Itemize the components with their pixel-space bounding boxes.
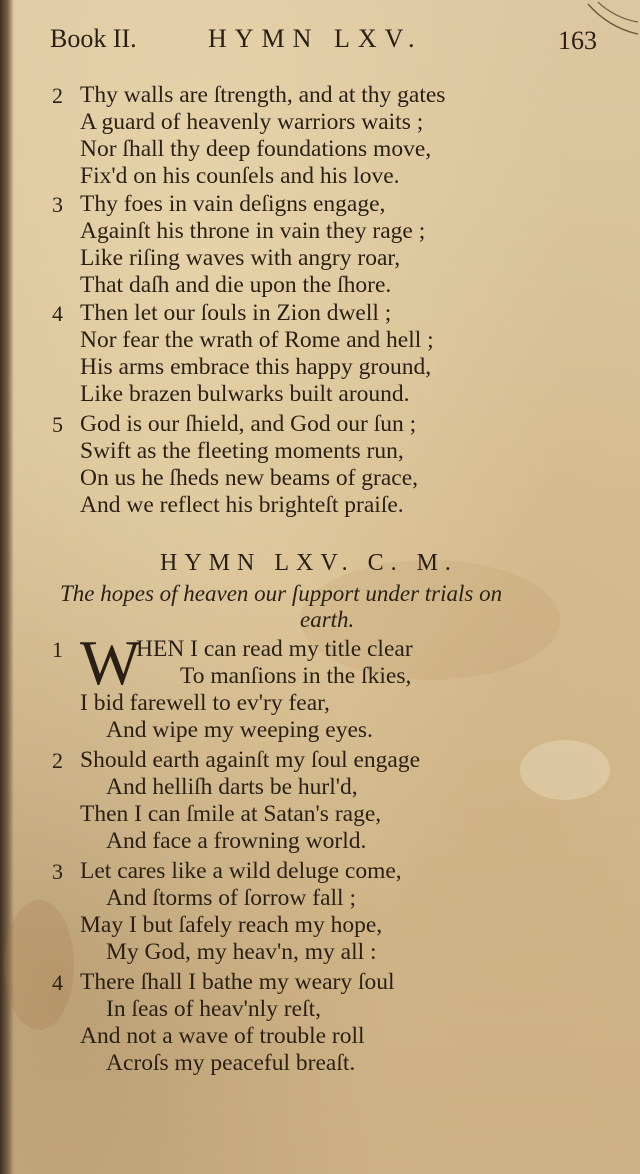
- stanza-number: 1: [52, 637, 63, 662]
- verse-line: Then I can ſmile at Satan's rage,: [80, 801, 382, 827]
- verse-line: Thy walls are ſtrength, and at thy gates: [80, 82, 446, 108]
- stanza-number: 4: [52, 970, 63, 995]
- verse-line: And ſtorms of ſorrow fall ;: [106, 885, 356, 911]
- verse-line: Thy foes in vain deſigns engage,: [80, 191, 386, 217]
- verse-line: Againſt his throne in vain they rage ;: [80, 218, 426, 244]
- paper-stain: [520, 740, 610, 800]
- verse-line: Should earth againſt my ſoul engage: [80, 747, 421, 773]
- verse-line: Swift as the fleeting moments run,: [80, 438, 404, 464]
- verse-line: To manſions in the ſkies,: [180, 663, 412, 689]
- hymn-title: HYMN LXV. C. M.: [160, 550, 458, 576]
- hymn-subtitle-continued: earth.: [300, 607, 355, 632]
- verse-line: In ſeas of heav'nly reſt,: [106, 996, 321, 1022]
- drop-cap: W: [80, 627, 141, 698]
- verse-line: Nor ſhall thy deep foundations move,: [80, 136, 432, 162]
- verse-line: HEN I can read my title clear: [136, 636, 413, 662]
- verse-line: That daſh and die upon the ſhore.: [80, 272, 392, 298]
- stanza-number: 3: [52, 192, 63, 217]
- verse-line: And helliſh darts be hurl'd,: [106, 774, 358, 800]
- running-header: [50, 22, 610, 56]
- verse-line: And not a wave of trouble roll: [80, 1023, 365, 1049]
- verse-line: Like brazen bulwarks built around.: [80, 381, 410, 407]
- stanza-number: 5: [52, 412, 63, 437]
- hymn-header-title: HYMN LXV.: [208, 24, 423, 53]
- verse-line: God is our ſhield, and God our ſun ;: [80, 411, 417, 437]
- paper-stain: [4, 900, 74, 1030]
- verse-line: There ſhall I bathe my weary ſoul: [80, 969, 395, 995]
- verse-line: And face a frowning world.: [106, 828, 367, 854]
- hymn-subtitle: The hopes of heaven our ſupport under trials on: [60, 581, 503, 606]
- verse-line: Like riſing waves with angry roar,: [80, 245, 401, 271]
- verse-line: And wipe my weeping eyes.: [106, 717, 373, 743]
- book-label: Book II.: [50, 24, 137, 53]
- verse-line: Fix'd on his counſels and his love.: [80, 163, 400, 189]
- verse-line: Let cares like a wild deluge come,: [80, 858, 402, 884]
- stanza-number: 4: [52, 301, 63, 326]
- stanza-number: 2: [52, 83, 63, 108]
- verse-line: I bid farewell to ev'ry fear,: [80, 690, 330, 716]
- verse-line: On us he ſheds new beams of grace,: [80, 465, 419, 491]
- verse-line: Then let our ſouls in Zion dwell ;: [80, 300, 392, 326]
- verse-line: A guard of heavenly warriors waits ;: [80, 109, 424, 135]
- verse-line: Acroſs my peaceful breaſt.: [106, 1050, 356, 1076]
- verse-line: And we reflect his brighteſt praiſe.: [80, 492, 404, 518]
- stanza-number: 3: [52, 859, 63, 884]
- verse-line: My God, my heav'n, my all :: [106, 939, 377, 965]
- stanza-number: 2: [52, 748, 63, 773]
- verse-line: May I but ſafely reach my hope,: [80, 912, 383, 938]
- page-number: 163: [558, 26, 597, 55]
- verse-line: His arms embrace this happy ground,: [80, 354, 432, 380]
- verse-line: Nor fear the wrath of Rome and hell ;: [80, 327, 434, 353]
